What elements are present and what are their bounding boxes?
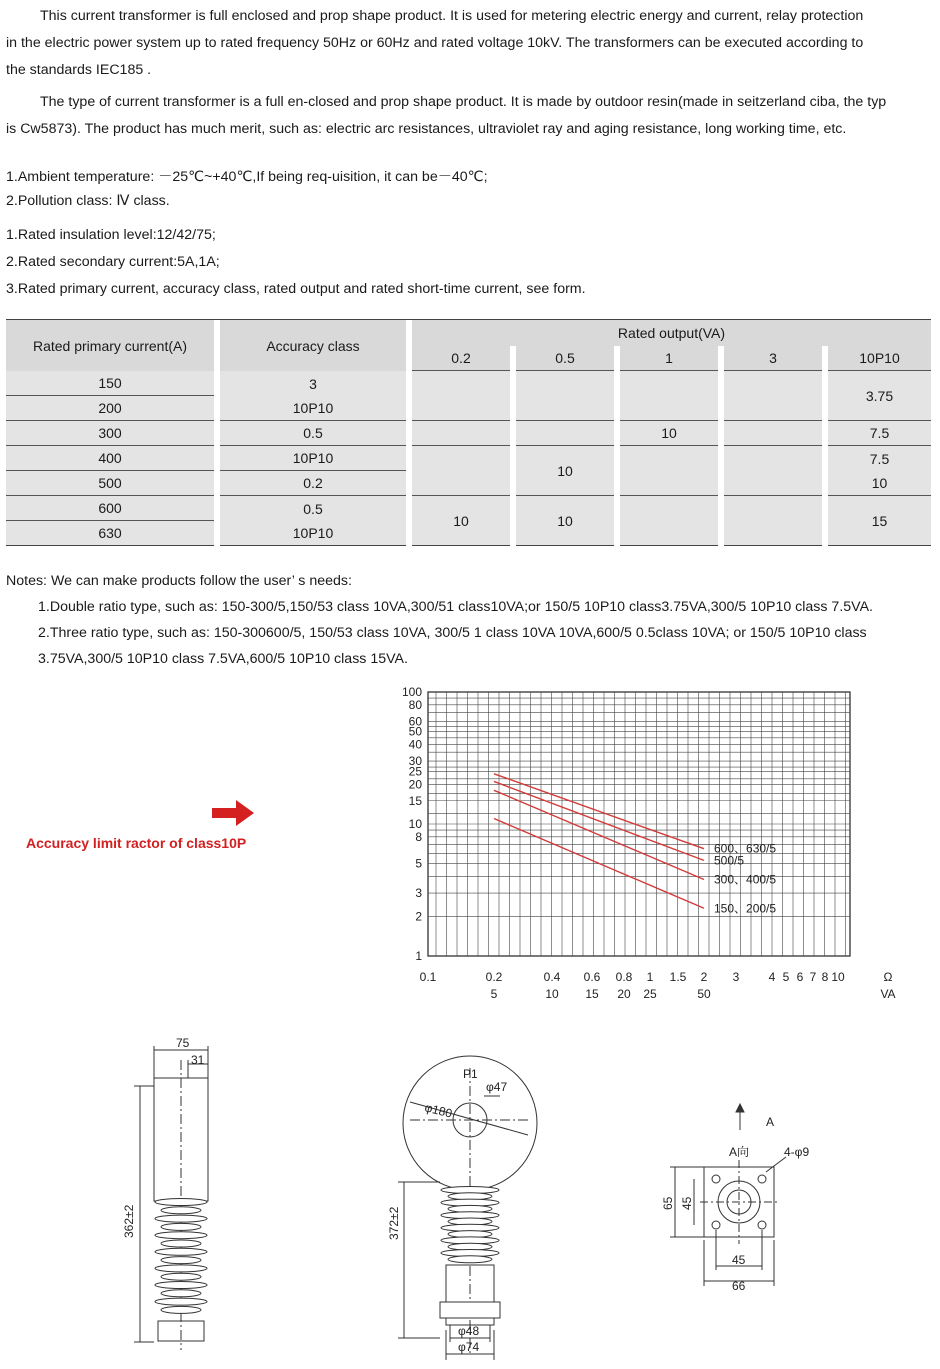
dim-d3-holes: 4-φ9 [784,1145,810,1159]
chart-grid [428,692,850,956]
cell-output-1: 10 [620,421,718,446]
intro-p2-line1: The type of current transformer is a full en-closed and prop shape product. It is made by outdoor resin(made in seitzerland ciba, the typ [40,94,887,110]
chart-y-tick-label: 50 [408,724,422,739]
cell-primary: 400 [6,446,214,471]
red-arrow-icon [212,800,256,826]
cell-output-0.5: 10 [516,446,614,496]
insulator-shed [161,1207,201,1214]
chart-y-tick-label: 3 [415,886,422,901]
chart-x-tick-label: 5 [782,970,790,984]
chart-y-tick-label: 2 [415,909,422,924]
chart-x-tick-label: 10 [831,970,845,984]
chart-x-va-tick-label: 50 [697,987,711,1001]
outline-drawings [0,1020,940,1365]
cell-primary: 300 [6,421,214,446]
chart-series-line [494,790,704,879]
dim-d2-phi180: φ180 [423,1100,454,1121]
chart-y-tick-label: 30 [408,754,422,769]
insulator-shed [155,1215,207,1222]
dim-d3-direction: A向 [729,1145,750,1159]
condition-1: 1.Ambient temperature: －25℃~+40℃,If being req-uisition, it can be－40℃; [6,169,488,185]
chart-series-label: 300、400/5 [714,872,777,887]
cell-primary: 150 [6,371,214,396]
insulator-shed [155,1199,207,1206]
cell-accuracy: 10P10 [220,521,406,546]
chart-x-tick-label: 0.8 [615,970,633,984]
rating-table [6,319,931,546]
chart-x-tick-label: 4 [768,970,776,984]
chart-x-tick-label: 1.5 [669,970,687,984]
chart-y-tick-label: 10 [408,817,422,831]
insulator-shed [161,1290,201,1297]
dim-d3-45v: 45 [680,1196,694,1210]
insulator-shed [155,1298,207,1305]
rating-2: 2.Rated secondary current:5A,1A; [6,254,220,270]
insulator-shed [155,1282,207,1289]
cell-output-0.5: 10 [516,496,614,546]
cell-output-10p10: 7.5 [828,421,931,446]
insulator-shed [161,1257,201,1264]
chart-y-tick-label: 100 [401,685,422,699]
chart-x-va-tick-label: 15 [585,987,599,1001]
cell-accuracy: 3 [220,371,406,396]
cell-accuracy: 10P10 [220,446,406,471]
intro-p2-line2: is Cw5873). The product has much merit, such as: electric arc resistances, ultraviolet ray and aging resistance, long working time, etc. [6,121,847,137]
cell-primary: 600 [6,496,214,521]
chart-y-tick-label: 40 [408,737,422,752]
cell-primary: 500 [6,471,214,496]
rating-3: 3.Rated primary current, accuracy class, rated output and rated short-time current, see form. [6,281,586,297]
cell-accuracy: 0.5 [220,496,406,521]
chart-x-va-tick-label: 20 [617,987,631,1001]
chart-x-tick-label: 8 [821,970,829,984]
chart-x-tick-label: 3 [732,970,740,984]
insulator-shed [155,1248,207,1255]
header-output-0.2: 0.2 [412,346,510,371]
dim-d2-height: 372±2 [387,1206,401,1240]
dim-d1-top: 31 [191,1053,205,1067]
chart-y-tick-label: 15 [408,793,422,808]
chart-y-tick-label: 5 [415,856,422,871]
note-1: 1.Double ratio type, such as: 150-300/5,150/53 class 10VA,300/51 class10VA;or 150/5 10P10 class3.75VA,300/5 10P10 class 7.5VA. [38,599,873,615]
chart-x-ticks [420,970,896,1001]
insulator-shed [161,1273,201,1280]
cell-output-0.2: 10 [412,496,510,546]
chart-x-tick-label: 2 [700,970,708,984]
chart-y-tick-label: 20 [408,777,422,792]
condition-2: 2.Pollution class: Ⅳ class. [6,193,170,209]
header-output-0.5: 0.5 [516,346,614,371]
chart-y-tick-label: 8 [415,829,422,844]
chart-x-tick-label: 0.4 [543,970,561,984]
chart-y-tick-label: 1 [415,949,422,963]
chart-x-unit-va: VA [880,987,896,1001]
cell-output-10p10: 10 [828,471,931,496]
chart-x-va-tick-label: 25 [643,987,657,1001]
cell-output-10p10: 15 [828,496,931,546]
dim-d2-phi48: φ48 [458,1324,480,1338]
intro-p1-line1: This current transformer is full enclosed and prop shape product. It is used for metering electric energy and current, relay protection [40,8,864,24]
rating-1: 1.Rated insulation level:12/42/75; [6,227,216,243]
accuracy-limit-chart [380,680,920,1010]
note-2-line2: 3.75VA,300/5 10P10 class 7.5VA,600/5 10P10 class 15VA. [38,651,408,667]
dim-d2-phi74: φ74 [458,1340,480,1354]
chart-x-tick-label: 1 [646,970,654,984]
dim-d3-65: 65 [661,1196,675,1210]
chart-series-line [494,819,704,909]
header-accuracy-class: Accuracy class [220,319,406,371]
chart-y-tick-label: 60 [408,714,422,729]
cell-output-10p10: 7.5 [828,446,931,471]
header-rated-output: Rated output(VA) [412,319,931,346]
cell-accuracy: 10P10 [220,396,406,421]
chart-x-va-tick-label: 10 [545,987,559,1001]
dim-d3-66: 66 [732,1279,746,1293]
dim-d3-a: A [766,1115,775,1129]
accuracy-limit-label: Accuracy limit ractor of class10P [26,835,247,851]
notes-title: Notes: We can make products follow the user’ s needs: [6,573,352,589]
chart-x-tick-label: 0.2 [485,970,503,984]
insulator-shed [161,1223,201,1230]
dim-d1-width: 75 [176,1036,190,1050]
insulator-shed [448,1256,492,1263]
insulator-shed [161,1240,201,1247]
dim-d2-phi47: φ47 [486,1080,508,1094]
chart-series-line [494,774,704,849]
cell-primary: 200 [6,396,214,421]
intro-p1-line3: the standards IEC185 . [6,62,152,78]
insulator-shed [161,1306,201,1313]
header-primary-current: Rated primary current(A) [6,319,214,371]
chart-x-va-tick-label: 5 [490,987,498,1001]
chart-x-tick-label: 0.1 [419,970,437,984]
chart-y-tick-label: 80 [408,697,422,712]
cell-output-10p10: 3.75 [828,371,931,421]
chart-x-tick-label: 6 [796,970,804,984]
chart-x-unit-ohm: Ω [883,970,893,984]
header-output-10p10: 10P10 [828,346,931,371]
cell-accuracy: 0.2 [220,471,406,496]
dim-d2-p1: P1 [463,1067,478,1081]
header-output-3: 3 [724,346,822,371]
chart-x-tick-label: 7 [809,970,817,984]
insulator-shed [155,1232,207,1239]
chart-series-label: 600、630/5 [714,841,777,856]
cell-primary: 630 [6,521,214,546]
chart-x-tick-label: 0.6 [583,970,601,984]
chart-y-tick-label: 25 [408,764,422,779]
cell-accuracy: 0.5 [220,421,406,446]
header-output-1: 1 [620,346,718,371]
dim-d1-height: 362±2 [122,1204,136,1238]
intro-p1-line2: in the electric power system up to rated frequency 50Hz or 60Hz and rated voltage 10kV. The transformers can be executed according to [6,35,864,51]
chart-series-label: 500/5 [714,853,745,868]
chart-series-label: 150、200/5 [714,901,777,916]
note-2-line1: 2.Three ratio type, such as: 150-300600/5, 150/53 class 10VA, 300/5 1 class 10VA 10VA,600/5 0.5class 10VA; or 150/5 10P10 class [38,625,867,641]
chart-y-ticks [402,685,422,963]
dim-d3-45h: 45 [732,1253,746,1267]
insulator-shed [155,1265,207,1272]
